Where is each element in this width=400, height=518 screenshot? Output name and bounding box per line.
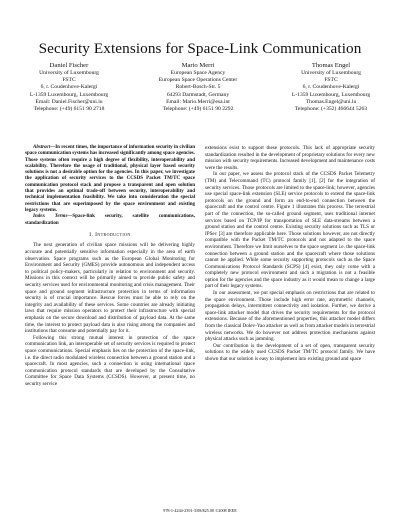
- author-address-line-1: 6, r. Coudenhove-Kalergi: [302, 84, 360, 91]
- author-email: Thomas.Engel@uni.lu: [305, 98, 357, 105]
- index-terms: [25, 214, 195, 227]
- author-dept: FSTC: [324, 77, 338, 84]
- author-dept: FSTC: [62, 77, 76, 84]
- body-paragraph: In our assessment, we put special emphasis on restrictions that are related to the space environment. Those include high error rate, asymmetric channels, propagation delays, intermittent connectivity and isolation. Further, we derive a space-link attacker model that drives the security requirements for the protocol extensions. Because of the aforementioned properties, this attacker model differs from the classical Dolev-Yao attacker as well as from attacker models in terrestrial wireless networks. We do however not address protection mechanisms against physical attacks such as jamming.: [205, 290, 375, 343]
- author-email: Email: Mario.Merri@esa.int: [166, 98, 230, 105]
- index-terms-text: —Space-link security, satellite communications, standardization: [25, 214, 195, 226]
- body-paragraph: Following this strong mutual interest in protection of the space communication link, an interoperable set of security services is required to protect space communications. Special emphasis lies on the protection of the space-link, i.e. the direct radio modulated wireless connection between a ground station and a spacecraft. In most agencies, such a connection is using international space communication protocol standards that are developed by the Consultative Committee for Space Data Systems (CCSDS). However, at present time, no security service: [25, 334, 195, 387]
- body-paragraph: extensions exist to support these protocols. This lack of appropriate security standardization resulted in the development of proprietary solutions for every new mission with security requirements. Increased development and maintenance costs were the results.: [205, 145, 375, 171]
- left-column: [25, 145, 195, 388]
- author-name: Thomas Engel: [311, 62, 351, 69]
- section-heading: I. Introduction: [89, 231, 131, 238]
- author-email: Email: Daniel.Fischer@uni.lu: [35, 98, 103, 105]
- author-address-line-1: 6, r. Coudenhove-Kalergi: [40, 84, 98, 91]
- author-affiliation: University of Luxembourg: [301, 70, 361, 76]
- author-address-line-1: Robert-Bosch-Str. 5: [175, 84, 221, 91]
- author-address-line-2: L-1359 Luxembourg, Luxembourg: [291, 91, 371, 98]
- author-affiliation: European Space Agency: [170, 70, 226, 76]
- abstract: [25, 145, 195, 214]
- right-column: [205, 145, 375, 363]
- author-phone: Telephone: (+49) 6151 90 2718: [33, 106, 105, 113]
- author-2: [139, 62, 257, 113]
- index-terms-label: Index Terms: [33, 214, 68, 220]
- abstract-label: Abstract: [33, 145, 51, 150]
- author-affiliation: University of Luxembourg: [39, 70, 99, 76]
- abstract-text: —In recent times, the importance of information security in civilian space communication systems has increased significantly among space agencies. Those systems often require a high degree of flexibility, interoperability and scalability. Therefore the usage of traditional, physical layer based security solutions is not a desirable option for the agencies. In this paper, we investigate the application of security services to the CCSDS Packet TM/TC space communication protocol stack and propose a transparent and open solution that provides an optimal trade-off between security, interoperability and technical implementation feasibility. We take into consideration the special restrictions that are superimposed by the space environment and existing legacy systems.: [25, 145, 195, 213]
- copyright-footer: 978-1-4244-2391-3/08/$25.00 ©2008 IEEE: [163, 508, 237, 513]
- author-address-line-2: L-1359 Luxembourg, Luxembourg: [29, 91, 109, 98]
- author-3: [268, 62, 394, 113]
- body-paragraph: In our paper, we assess the protocol stack of the CCSDS Packet Telemetry (TM) and Telecommand (TC) protocol family [1], [2] for the integration of security services. Those protocols are limited to the space-link; however, agencies use special space-link extension (SLE) service protocols to extend the space-link protocols on the ground and form an end-to-end connection between the spacecraft and the control centre. Figure 1 illustrates this process. The terrestrial part of the connection, the so-called ground segment, uses traditional internet services based on TCP/IP for transportation of SLE data-streams between a ground station and the control centre. Existing security solutions such as TLS or IPSec [3] are therefore applicable here. Those solutions however, are not directly compatible with the Packet TM/TC protocols and not adapted to the space environment. Therefore we limit ourselves to the space segment i.e. the space-link connection between a ground station and the spacecraft where those solutions cannot be applied. While some security supporting protocols such as the Space Communications Protocol Standards (SCPS) [4] exist, they only come with a completely new protocol environment and such a migration is not a feasible option for the agencies and the space industry as it would mean to change a large part of their legacy systems.: [205, 171, 375, 290]
- author-block: [6, 62, 394, 113]
- author-name: Mario Merri: [181, 62, 215, 69]
- author-name: Daniel Fischer: [49, 62, 89, 69]
- body-paragraph: The next generation of civilian space missions will be delivering highly accurate and potentially sensitive information especially in the area of earth observation. Space programs such as the European Global Monitoring for Environment and Security (GMES) provide autonomous and independent access to political policy-makers, particularly in relation to environment and security. Missions in this context will be primarily aimed to provide public safety and security services used for environmental monitoring and crisis management. Their space and ground segment infrastructure protection in terms of information security is of crucial importance. Rescue forces must be able to rely on the integrity and availability of these services. Some countries are already initiating laws that require mission operators to protect their infrastructure with special emphasis on the secure download and distribution of payload data. At the same time, the interest to protect payload data is also rising among the companies and institutions that consume and potentially pay for it.: [25, 242, 195, 335]
- author-phone: Telephone: (+49) 6151 90 2292: [162, 106, 234, 113]
- author-address-line-2: 64293 Darmstadt, Germany: [166, 91, 230, 98]
- body-paragraph: Our contribution is the development of a set of open, transparent security solutions to the widely used CCSDS Packet TM/TC protocol family. We have shown that our solution is easy to implement into existing ground and space: [205, 342, 375, 362]
- author-dept: European Space Operations Center: [158, 77, 238, 84]
- author-phone: Telephone: (+352) 466644 5263: [294, 106, 368, 113]
- paper-title: Security Extensions for Space-Link Communication: [38, 40, 362, 57]
- author-1: [10, 62, 128, 113]
